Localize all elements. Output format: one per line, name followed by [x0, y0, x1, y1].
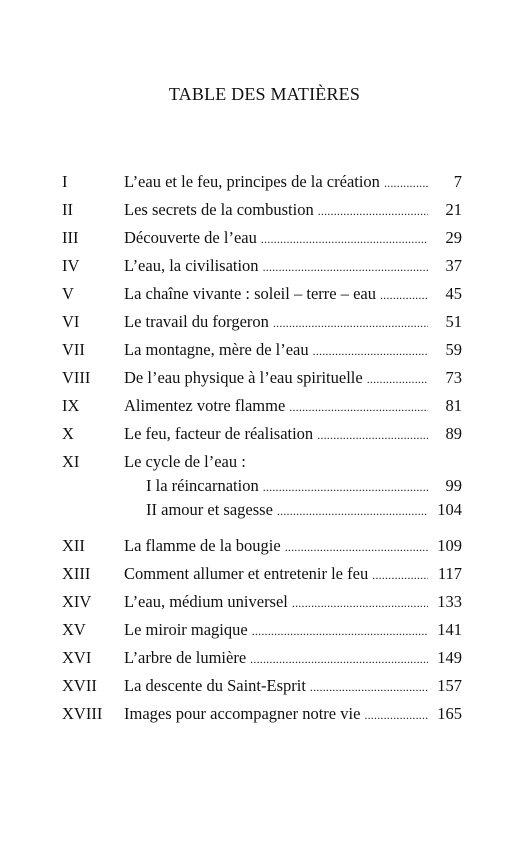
- toc-line: [124, 224, 462, 252]
- dot-leader: [380, 281, 428, 309]
- table-of-contents: [62, 168, 462, 728]
- dot-leader: [310, 673, 428, 701]
- toc-line: [124, 616, 462, 644]
- toc-entry-3: [62, 224, 462, 252]
- chapter-numeral: XVI: [62, 648, 92, 667]
- chapter-numeral: XVIII: [62, 704, 103, 723]
- chapter-title: L’eau, la civilisation: [124, 256, 259, 275]
- toc-entry-13: [62, 560, 462, 588]
- page-number: 59: [445, 340, 462, 359]
- page-number: 99: [445, 476, 462, 495]
- toc-entry-9: [62, 392, 462, 420]
- chapter-title: La descente du Saint-Esprit: [124, 676, 306, 695]
- chapter-title: L’eau et le feu, principes de la création: [124, 172, 380, 191]
- page-number: 73: [445, 368, 462, 387]
- toc-entry-15: [62, 616, 462, 644]
- toc-line: [124, 364, 462, 392]
- toc-entry-16: [62, 644, 462, 672]
- chapter-numeral: VIII: [62, 368, 91, 387]
- toc-entry-4: [62, 252, 462, 280]
- dot-leader: [364, 701, 428, 729]
- chapter-numeral: IX: [62, 396, 80, 415]
- chapter-title: Le cycle de l’eau :: [124, 452, 246, 471]
- toc-entry-12: [62, 532, 462, 560]
- subsection-title: I la réincarnation: [146, 476, 259, 495]
- chapter-numeral: XIV: [62, 592, 92, 611]
- toc-line: [124, 196, 462, 224]
- page-number: 104: [437, 500, 462, 519]
- chapter-title: Alimentez votre flamme: [124, 396, 286, 415]
- page-number: 165: [437, 704, 462, 723]
- page-number: 51: [445, 312, 462, 331]
- chapter-numeral: VI: [62, 312, 80, 331]
- dot-leader: [277, 497, 428, 525]
- toc-line: [124, 420, 462, 448]
- toc-entry-6: [62, 308, 462, 336]
- chapter-numeral: VII: [62, 340, 85, 359]
- chapter-title: La flamme de la bougie: [124, 536, 281, 555]
- dot-leader: [318, 197, 428, 225]
- chapter-title: Découverte de l’eau: [124, 228, 257, 247]
- chapter-title: Comment allumer et entretenir le feu: [124, 564, 369, 583]
- chapter-title: Le travail du forgeron: [124, 312, 269, 331]
- toc-entry-14: [62, 588, 462, 616]
- dot-leader: [289, 393, 428, 421]
- page-number: 157: [437, 676, 462, 695]
- toc-entry-17: [62, 672, 462, 700]
- chapter-numeral: XIII: [62, 564, 91, 583]
- toc-line: [124, 644, 462, 672]
- dot-leader: [250, 645, 428, 673]
- page-number: 133: [437, 592, 462, 611]
- page-number: 7: [453, 172, 462, 191]
- chapter-title: La chaîne vivante : soleil – terre – eau: [124, 284, 376, 303]
- toc-entry-10: [62, 420, 462, 448]
- toc-entry-1: [62, 168, 462, 196]
- page-number: 109: [437, 536, 462, 555]
- toc-entry-5: [62, 280, 462, 308]
- chapter-title: L’eau, médium universel: [124, 592, 288, 611]
- page-number: 37: [445, 256, 462, 275]
- chapter-title: De l’eau physique à l’eau spirituelle: [124, 368, 363, 387]
- chapter-title: Images pour accompagner notre vie: [124, 704, 361, 723]
- dot-leader: [252, 617, 428, 645]
- chapter-title: La montagne, mère de l’eau: [124, 340, 309, 359]
- page-number: 29: [445, 228, 462, 247]
- chapter-numeral: XVII: [62, 676, 97, 695]
- dot-leader: [263, 253, 428, 281]
- chapter-numeral: V: [62, 284, 74, 303]
- chapter-numeral: III: [62, 228, 79, 247]
- dot-leader: [261, 225, 428, 253]
- toc-line: [124, 532, 462, 560]
- page-number: 21: [445, 200, 462, 219]
- dot-leader: [285, 533, 428, 561]
- toc-line: [124, 392, 462, 420]
- toc-line: [124, 672, 462, 700]
- subsection-title: II amour et sagesse: [146, 500, 273, 519]
- toc-line: [124, 700, 462, 728]
- toc-entry-7: [62, 336, 462, 364]
- toc-line: [124, 336, 462, 364]
- dot-leader: [372, 561, 428, 589]
- dot-leader: [292, 589, 428, 617]
- toc-line: [124, 252, 462, 280]
- toc-entry-8: [62, 364, 462, 392]
- page-number: 141: [437, 620, 462, 639]
- toc-entry-18: [62, 700, 462, 728]
- chapter-numeral: XI: [62, 452, 80, 471]
- toc-line: [124, 308, 462, 336]
- chapter-numeral: II: [62, 200, 73, 219]
- page-number: 81: [445, 396, 462, 415]
- toc-line: [124, 588, 462, 616]
- toc-entry-2: [62, 196, 462, 224]
- toc-entry-11: [62, 448, 462, 532]
- page-number: 89: [445, 424, 462, 443]
- chapter-title: Le miroir magique: [124, 620, 248, 639]
- chapter-numeral: X: [62, 424, 74, 443]
- dot-leader: [384, 169, 428, 197]
- toc-subline: [146, 496, 462, 524]
- page-number: 149: [437, 648, 462, 667]
- toc-line: [124, 560, 462, 588]
- page-title: TABLE DES MATIÈRES: [168, 84, 361, 104]
- dot-leader: [273, 309, 428, 337]
- chapter-numeral: XII: [62, 536, 85, 555]
- dot-leader: [313, 337, 428, 365]
- dot-leader: [317, 421, 428, 449]
- chapter-title: Le feu, facteur de réalisation: [124, 424, 314, 443]
- toc-line: [124, 168, 462, 196]
- dot-leader: [367, 365, 428, 393]
- chapter-numeral: IV: [62, 256, 80, 275]
- chapter-title: L’arbre de lumière: [124, 648, 247, 667]
- chapter-numeral: XV: [62, 620, 86, 639]
- chapter-numeral: I: [62, 172, 68, 191]
- page-number: 117: [437, 564, 462, 583]
- page-number: 45: [445, 284, 462, 303]
- chapter-title: Les secrets de la combustion: [124, 200, 314, 219]
- toc-line: [124, 280, 462, 308]
